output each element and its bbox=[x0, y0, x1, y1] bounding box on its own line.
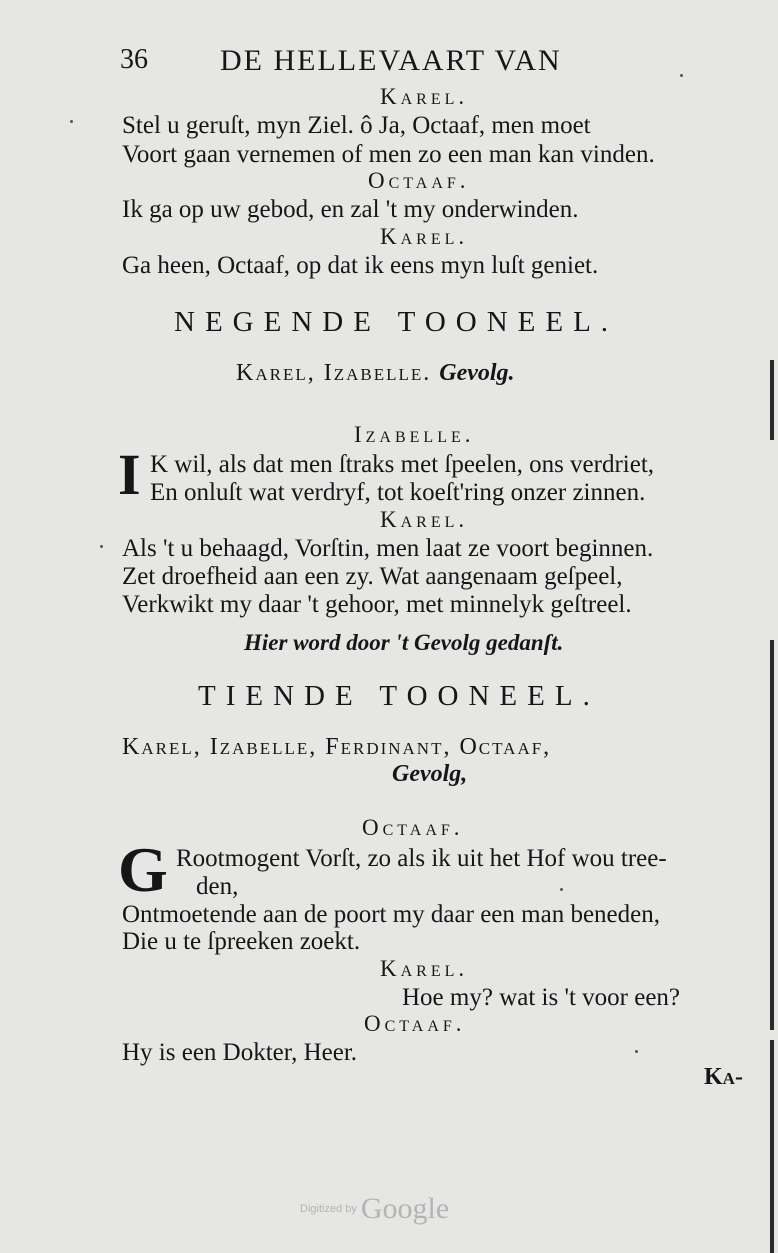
verse-line: Die u te ſpreeken zoekt. bbox=[122, 928, 361, 955]
drop-capital: G bbox=[118, 834, 168, 905]
scan-speck bbox=[70, 120, 73, 123]
digitization-watermark bbox=[300, 1192, 449, 1226]
stage-direction: Hier word door 't Gevolg gedanſt. bbox=[244, 630, 564, 655]
verse-line: Rootmogent Vorſt, zo als ik uit het Hof wou tree- bbox=[176, 845, 667, 872]
speaker-karel: Karel. bbox=[380, 507, 469, 532]
scene-title: TIENDE TOONEEL. bbox=[198, 680, 600, 712]
verse-line: Hy is een Dokter, Heer. bbox=[122, 1039, 358, 1066]
page-edge-shadow bbox=[770, 360, 774, 440]
verse-line: Stel u geruſt, myn Ziel. ô Ja, Octaaf, men moet bbox=[122, 112, 591, 139]
drop-capital: I bbox=[118, 442, 141, 507]
verse-line-continued: den, bbox=[196, 873, 239, 900]
verse-line: En onluſt wat verdryf, tot koeſt'ring onzer zinnen. bbox=[150, 479, 646, 506]
verse-line: Voort gaan vernemen of men zo een man kan vinden. bbox=[122, 141, 655, 168]
cast-list bbox=[236, 360, 515, 387]
verse-line: Als 't u behaagd, Vorſtin, men laat ze voort beginnen. bbox=[122, 535, 654, 562]
speaker-octaaf: Octaaf. bbox=[368, 168, 470, 193]
cast-italic: Gevolg. bbox=[439, 360, 515, 386]
speaker-octaaf: Octaaf. bbox=[364, 1011, 466, 1036]
cast-list-continued bbox=[392, 761, 467, 788]
page-edge-shadow bbox=[770, 640, 774, 1030]
verse-line: K wil, als dat men ſtraks met ſpeelen, ons verdriet, bbox=[150, 451, 655, 478]
page-edge-shadow bbox=[770, 1040, 774, 1253]
verse-line: Ontmoetende aan de poort my daar een man beneden, bbox=[122, 901, 660, 928]
speaker-karel: Karel. bbox=[380, 956, 469, 981]
verse-line: Verkwikt my daar 't gehoor, met minnelyk geſtreel. bbox=[122, 591, 632, 618]
speaker-karel: Karel. bbox=[380, 224, 469, 249]
scan-speck bbox=[635, 1050, 638, 1053]
speaker-izabelle: Izabelle. bbox=[354, 422, 475, 447]
scan-speck bbox=[100, 545, 103, 548]
verse-line: Ik ga op uw gebod, en zal 't my onderwinden. bbox=[122, 196, 579, 223]
verse-line: Hoe my? wat is 't voor een? bbox=[402, 984, 681, 1011]
running-head: DE HELLEVAART VAN bbox=[220, 44, 562, 77]
scan-speck bbox=[680, 74, 683, 77]
cast-names: Karel, Izabelle. bbox=[236, 360, 432, 386]
speaker-octaaf: Octaaf. bbox=[362, 815, 464, 840]
cast-italic: Gevolg, bbox=[392, 761, 468, 787]
watermark-logo-text: Google bbox=[360, 1192, 450, 1225]
verse-line: Zet droefheid aan een zy. Wat aangenaam geſpeel, bbox=[122, 563, 623, 590]
scan-speck bbox=[560, 888, 563, 891]
watermark-small-text: Digitized by bbox=[300, 1203, 357, 1215]
scene-title: NEGENDE TOONEEL. bbox=[174, 306, 619, 338]
catchword: Ka- bbox=[704, 1064, 743, 1090]
page-number: 36 bbox=[120, 44, 148, 75]
speaker-karel: Karel. bbox=[380, 84, 469, 109]
cast-names: Karel, Izabelle, Ferdinant, Octaaf, bbox=[122, 734, 552, 760]
verse-line: Ga heen, Octaaf, op dat ik eens myn luſt geniet. bbox=[122, 252, 599, 279]
